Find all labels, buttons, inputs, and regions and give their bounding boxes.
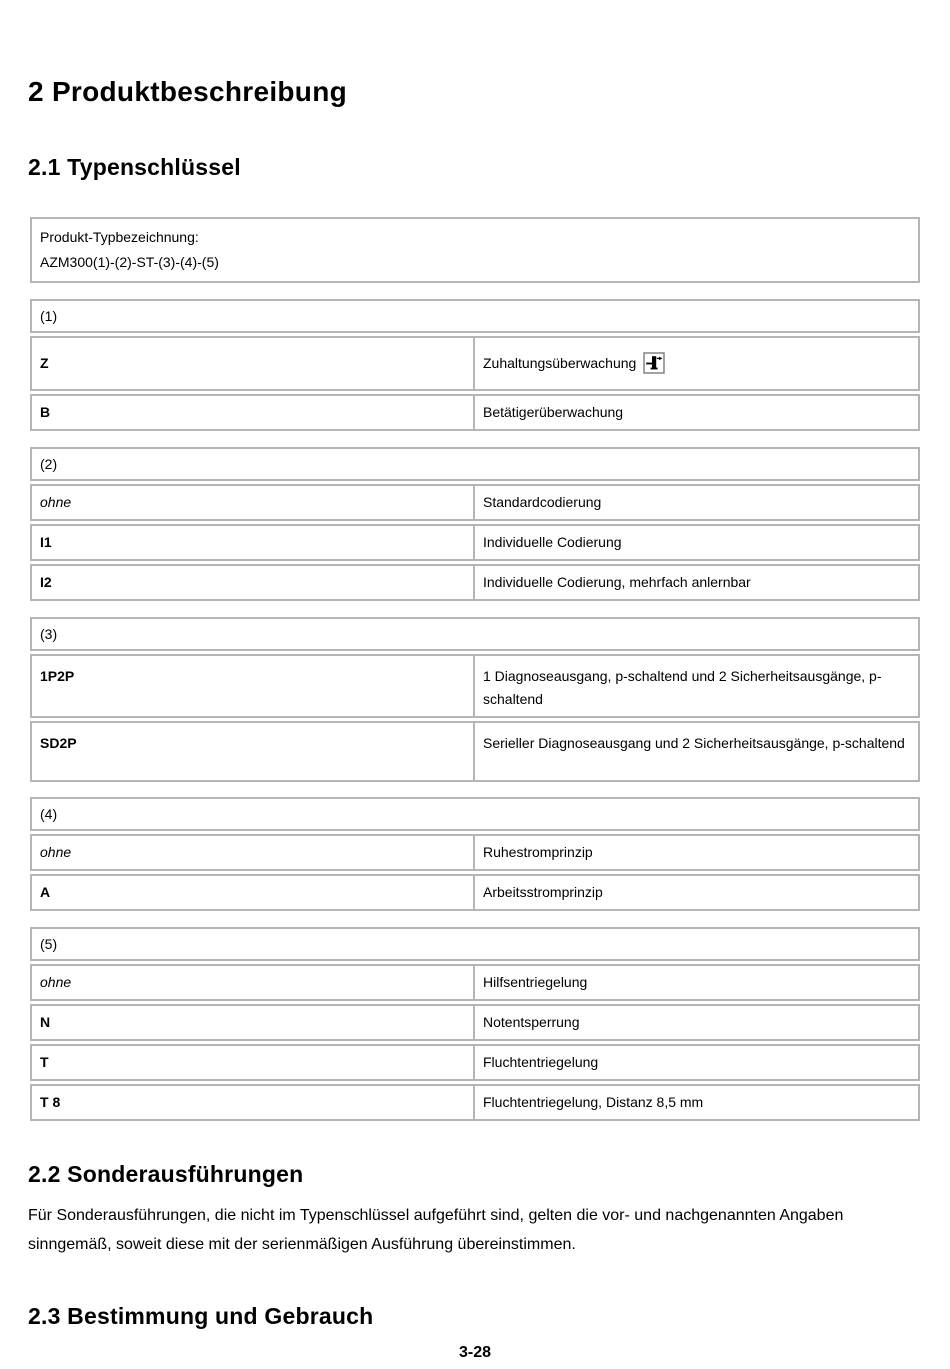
product-type-label: Produkt-Typbezeichnung: [40,228,199,245]
description-cell: Fluchtentriegelung, Distanz 8,5 mm [483,1093,704,1110]
product-type-code: AZM300(1)-(2)-ST-(3)-(4)-(5) [40,253,219,270]
code-cell: ohne [32,966,475,999]
code-cell: I1 [32,526,475,559]
table-row [30,1004,920,1041]
table-header-row [30,797,920,831]
code-cell: ohne [32,836,475,869]
table-row [30,1044,920,1081]
type-key-table-4 [30,797,920,911]
table-row [30,874,920,911]
description-cell: Arbeitsstromprinzip [483,883,603,900]
chapter-heading: 2 Produktbeschreibung [28,76,348,107]
code-cell: I2 [32,566,475,599]
description-cell: Notentsperrung [483,1013,580,1030]
table-header-row [30,617,920,651]
table-header-label: (1) [40,307,58,324]
section-2-2-paragraph: Für Sonderausführungen, die nicht im Typenschlüssel aufgeführt sind, gelten die vor- und nachgenannten Angaben sinngemäß, soweit diese mit der serienmäßigen Ausführung übereinstimmen. [28,1207,844,1254]
table-header-row [30,447,920,481]
description-cell: Individuelle Codierung, mehrfach anlernbar [483,573,751,590]
table-row [30,484,920,521]
code-cell: T 8 [32,1086,475,1119]
code-cell: T [32,1046,475,1079]
table-header-label: (4) [40,805,58,822]
type-key-table-5 [30,927,920,1121]
guard-locking-monitored-icon [643,352,665,374]
table-header-label: (2) [40,455,58,472]
page-number: 3-28 [458,1344,492,1361]
table-row [30,336,920,391]
description-cell: 1 Diagnoseausgang, p-schaltend und 2 Sicherheitsausgänge, p-schaltend [483,667,882,707]
table-row [30,964,920,1001]
code-cell: Z [32,338,475,389]
code-cell: A [32,876,475,909]
code-cell: N [32,1006,475,1039]
table-row [30,394,920,431]
product-type-box [30,217,920,283]
description-cell: Standardcodierung [483,493,602,510]
table-header-row [30,299,920,333]
table-header-label: (5) [40,935,58,952]
code-cell: B [32,396,475,429]
code-cell: ohne [32,486,475,519]
code-cell: 1P2P [32,656,475,716]
description-cell: Individuelle Codierung [483,533,622,550]
description-cell: Ruhestromprinzip [483,843,593,860]
section-2-1-heading: 2.1 Typenschlüssel [28,154,241,181]
table-row [30,1084,920,1121]
code-cell: SD2P [32,723,475,780]
description-cell: Fluchtentriegelung [483,1053,599,1070]
description-cell [475,338,918,389]
type-key-table-1 [30,299,920,431]
table-row [30,654,920,718]
section-2-2-heading: 2.2 Sonderausführungen [28,1160,304,1187]
table-row [30,564,920,601]
table-row [30,524,920,561]
table-header-row [30,927,920,961]
description-cell: Serieller Diagnoseausgang und 2 Sicherheitsausgänge, p-schaltend [483,734,905,751]
type-key-table-2 [30,447,920,601]
description-cell: Betätigerüberwachung [483,403,624,420]
type-key-table-3 [30,617,920,782]
table-row [30,834,920,871]
section-2-3-heading: 2.3 Bestimmung und Gebrauch [28,1303,374,1330]
description-text: Zuhaltungsüberwachung [483,354,637,371]
table-header-label: (3) [40,625,58,642]
description-cell: Hilfsentriegelung [483,973,588,990]
table-row [30,721,920,782]
